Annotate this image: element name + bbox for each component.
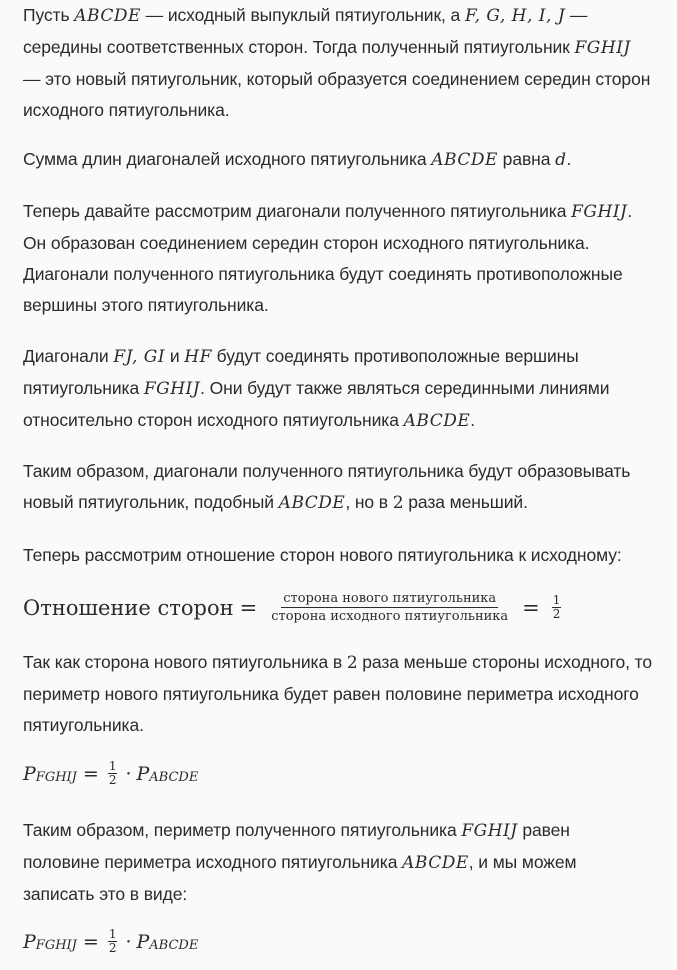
math-inline: 2 <box>346 653 358 673</box>
text: новый пятиугольник, подобный <box>23 492 279 512</box>
equals-sign: = <box>82 762 99 785</box>
text: половине периметра исходного пятиугольника <box>23 852 403 872</box>
text-line <box>23 32 650 64</box>
multiply-dot: · <box>125 930 132 953</box>
text-line: Диагонали полученного пятиугольника будут соединять противоположные <box>23 264 623 284</box>
text: . Они будут также являться серединными линиями <box>200 378 610 398</box>
math-inline: FJ, GI <box>113 347 166 367</box>
text-line <box>23 196 632 228</box>
text-line <box>23 847 576 879</box>
text: . <box>627 201 633 221</box>
text-line <box>23 373 609 405</box>
text-line <box>23 341 609 373</box>
text-line <box>23 144 571 176</box>
formula-ratio <box>23 591 567 624</box>
text-line: записать это в виде: <box>23 884 188 904</box>
text: середины соответственных сторон. Тогда полученный пятиугольник <box>23 37 575 57</box>
math-inline: FGHIJ <box>571 202 628 222</box>
math-inline: ABCDE <box>431 150 498 170</box>
fraction <box>552 594 562 621</box>
text-line <box>23 0 650 32</box>
fraction-numerator: 1 <box>108 759 117 773</box>
text: Теперь давайте рассмотрим диагонали полученного пятиугольника <box>23 201 572 221</box>
formula-perimeter <box>23 760 198 787</box>
text-line: вершины этого пятиугольника. <box>23 295 269 315</box>
paragraph-intro <box>23 0 650 126</box>
perimeter-symbol: P <box>136 930 150 953</box>
equals-sign: = <box>522 595 540 620</box>
math-inline: F, G, H, I, J <box>464 6 566 26</box>
paragraph-perimeter <box>23 647 652 741</box>
math-inline: ABCDE <box>403 411 471 431</box>
text: раза меньше стороны исходного, то <box>357 652 652 672</box>
text-line: пятиугольника. <box>23 715 144 735</box>
fraction-numerator: 1 <box>108 927 117 941</box>
fraction <box>269 591 510 624</box>
text: относительно сторон исходного пятиугольника <box>23 410 404 430</box>
paragraph-ratio-intro <box>23 540 622 571</box>
text: — <box>565 5 588 25</box>
subscript: FGHIJ <box>35 938 77 953</box>
text: Сумма длин диагоналей исходного пятиугольника <box>23 149 432 169</box>
fraction-numerator: 1 <box>552 593 561 607</box>
equals-sign: = <box>239 595 258 620</box>
multiply-dot: · <box>125 762 132 785</box>
math-inline: ABCDE <box>74 6 141 26</box>
paragraph-diagonal-sum <box>23 144 571 176</box>
text-line <box>23 815 576 847</box>
subscript: ABCDE <box>149 938 199 953</box>
text-line: Таким образом, диагонали полученного пятиугольника будут образовывать <box>23 461 631 481</box>
text: . <box>470 410 476 430</box>
fraction-denominator: 2 <box>108 773 117 787</box>
text-line: Он образован соединением середин сторон исходного пятиугольника. <box>23 233 590 253</box>
fraction <box>108 928 118 955</box>
equals-sign: = <box>82 930 99 953</box>
text-line <box>23 647 652 679</box>
text-line: Теперь рассмотрим отношение сторон нового пятиугольника к исходному: <box>23 545 622 565</box>
formula-perimeter-final <box>23 928 198 955</box>
text: , и мы можем <box>468 852 577 872</box>
perimeter-symbol: P <box>23 762 36 785</box>
math-inline: FGHIJ <box>143 379 201 399</box>
math-inline: d <box>555 150 567 170</box>
text-line <box>23 405 609 437</box>
math-inline: HF <box>184 347 212 367</box>
paragraph-similar <box>23 456 630 519</box>
text-line: периметр нового пятиугольника будет равен половине периметра исходного <box>23 684 639 704</box>
text: — исходный выпуклый пятиугольник, а <box>140 5 465 25</box>
paragraph-midlines <box>23 341 609 437</box>
fraction-numerator: сторона нового пятиугольника <box>283 591 497 606</box>
text: Таким образом, периметр полученного пятиугольника <box>23 820 462 840</box>
perimeter-symbol: P <box>136 762 150 785</box>
text-line: — это новый пятиугольник, который образуется соединением середин сторон <box>23 69 651 89</box>
fraction <box>108 760 118 787</box>
text: Пусть <box>23 5 75 25</box>
text-line <box>23 487 630 519</box>
text: равна <box>497 149 556 169</box>
fraction-denominator: 2 <box>552 607 561 621</box>
text: пятиугольника <box>23 378 144 398</box>
math-inline: FGHIJ <box>574 38 631 58</box>
subscript: ABCDE <box>149 770 199 785</box>
fraction-denominator: сторона исходного пятиугольника <box>271 609 509 624</box>
text-line: исходного пятиугольника. <box>23 100 230 120</box>
text: будут соединять противоположные вершины <box>211 346 579 366</box>
text: . <box>566 149 572 169</box>
fraction-denominator: 2 <box>108 941 117 955</box>
text: и <box>165 346 185 366</box>
text: Так как сторона нового пятиугольника в <box>23 652 347 672</box>
text: , но в <box>345 492 393 512</box>
math-inline: 2 <box>392 493 404 513</box>
text: равен <box>517 820 570 840</box>
math-inline: ABCDE <box>278 493 346 513</box>
paragraph-diagonals <box>23 196 632 321</box>
formula-text: Отношение сторон <box>23 595 234 620</box>
text: раза меньший. <box>403 492 528 512</box>
subscript: FGHIJ <box>35 770 77 785</box>
math-inline: ABCDE <box>402 853 469 873</box>
text: Диагонали <box>23 346 114 366</box>
perimeter-symbol: P <box>23 930 36 953</box>
paragraph-conclusion <box>23 815 576 910</box>
math-inline: FGHIJ <box>461 821 518 841</box>
